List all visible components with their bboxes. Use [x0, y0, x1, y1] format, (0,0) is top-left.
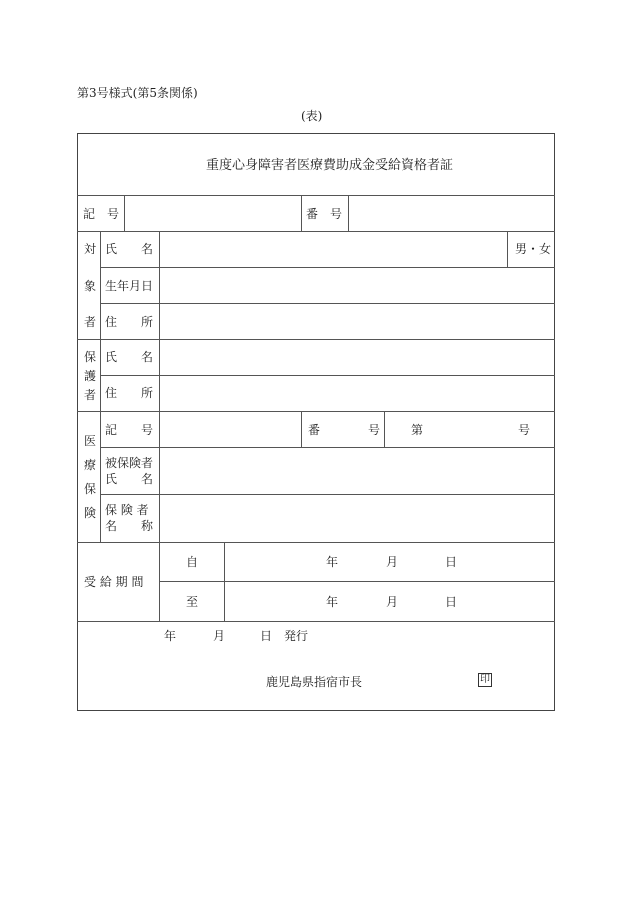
divider — [100, 447, 555, 448]
form-side-label: (表) — [301, 109, 323, 123]
divider — [100, 375, 555, 376]
insurance-label-char: 医 — [84, 434, 97, 448]
from-day-label: 日 — [445, 555, 458, 569]
divider — [301, 411, 302, 447]
divider — [77, 339, 555, 340]
insurance-label-char: 療 — [84, 458, 97, 472]
issue-month-label: 月 — [213, 629, 226, 643]
kigou-label: 記 号 — [83, 207, 120, 221]
insurance-label-char: 険 — [84, 506, 97, 520]
divider — [77, 195, 555, 196]
to-month-label: 月 — [386, 595, 399, 609]
dai-label: 第 — [411, 423, 424, 437]
divider — [384, 411, 385, 447]
divider — [124, 195, 125, 231]
insurance-label-char: 保 — [84, 482, 97, 496]
target-address-label: 住 所 — [105, 315, 154, 329]
period-to-label: 至 — [186, 595, 199, 609]
divider — [301, 195, 302, 231]
to-day-label: 日 — [445, 595, 458, 609]
divider — [159, 231, 160, 621]
divider — [77, 542, 555, 543]
issue-day-label: 日 発行 — [260, 629, 309, 643]
target-label-char: 者 — [84, 315, 97, 329]
to-year-label: 年 — [326, 595, 339, 609]
issue-year-label: 年 — [164, 629, 177, 643]
divider — [159, 581, 555, 582]
issuer-name: 鹿児島県指宿市長 — [266, 675, 363, 689]
divider — [100, 267, 555, 268]
divider — [100, 231, 101, 542]
divider — [77, 621, 555, 622]
gender-label: 男・女 — [515, 242, 552, 256]
insured-name-label: 氏 名 — [105, 472, 154, 486]
guardian-address-label: 住 所 — [105, 386, 154, 400]
seal-mark: 印 — [480, 674, 490, 685]
birthdate-label: 生年月日 — [105, 279, 154, 293]
divider — [77, 411, 555, 412]
divider — [100, 303, 555, 304]
divider — [348, 195, 349, 231]
period-label: 受 給 期 間 — [84, 575, 144, 589]
target-label-char: 対 — [84, 242, 97, 256]
from-year-label: 年 — [326, 555, 339, 569]
insured-label: 被保険者 — [105, 456, 154, 470]
divider — [224, 542, 225, 621]
bangou-label: 番 号 — [306, 207, 343, 221]
form-title: 重度心身障害者医療費助成金受給資格者証 — [206, 158, 454, 173]
guardian-label-char: 保 — [84, 350, 97, 364]
insurer-label: 保 険 者 — [105, 503, 149, 517]
form-number: 第3号様式(第5条関係) — [77, 86, 198, 100]
period-from-label: 自 — [186, 555, 199, 569]
target-label-char: 象 — [84, 279, 97, 293]
from-month-label: 月 — [386, 555, 399, 569]
guardian-name-label: 氏 名 — [105, 350, 154, 364]
divider — [77, 231, 555, 232]
insurer-name-label: 名 称 — [105, 519, 154, 533]
gou-label: 号 — [518, 423, 531, 437]
insurance-kigou-label: 記 号 — [105, 423, 154, 437]
insurance-bangou-label: 番 号 — [308, 423, 381, 437]
divider — [100, 494, 555, 495]
target-name-label: 氏 名 — [105, 242, 154, 256]
divider — [507, 231, 508, 267]
guardian-label-char: 者 — [84, 388, 97, 402]
guardian-label-char: 護 — [84, 369, 97, 383]
